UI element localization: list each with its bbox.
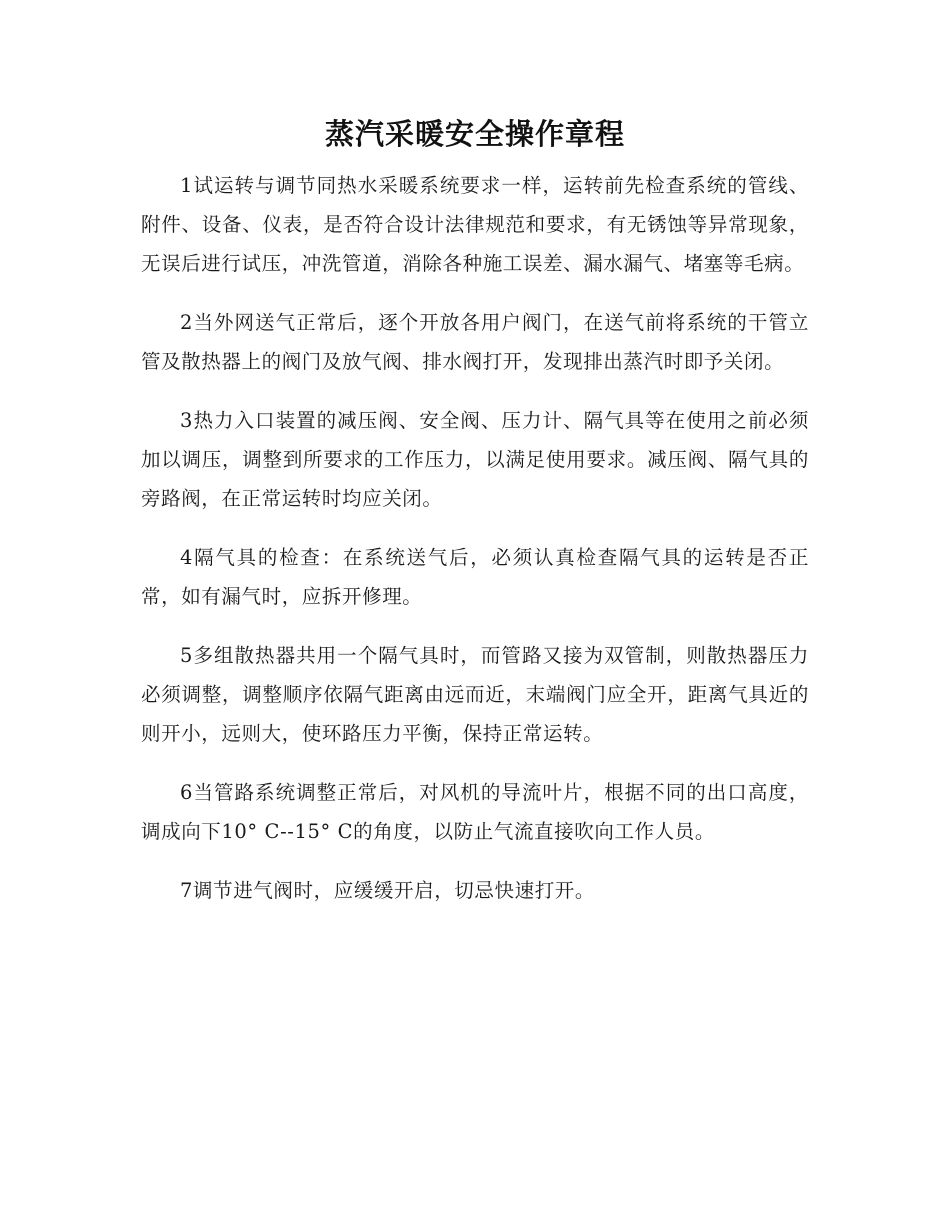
paragraph-2: 2当外网送气正常后，逐个开放各用户阀门，在送气前将系统的干管立管及散热器上的阀门及放气阀、排水阀打开，发现排出蒸汽时即予关闭。: [141, 311, 809, 373]
paragraph-4: 4隔气具的检查：在系统送气后，必须认真检查隔气具的运转是否正常，如有漏气时，应拆开修理。: [141, 546, 809, 608]
paragraph-6: 6当管路系统调整正常后，对风机的导流叶片，根据不同的出口高度，调成向下10° C--15° C的角度，以防止气流直接吹向工作人员。: [141, 781, 809, 843]
paragraph-7: 7调节进气阀时，应缓缓开启，切忌快速打开。: [180, 879, 596, 902]
document-title: 蒸汽采暖安全操作章程: [324, 117, 625, 151]
paragraph-5: 5多组散热器共用一个隔气具时，而管路又接为双管制，则散热器压力必须调整，调整顺序依隔气距离由远而近，末端阀门应全开，距离气具近的则开小，远则大，使环路压力平衡，保持正常运转。: [141, 644, 809, 745]
paragraph-3: 3热力入口装置的减压阀、安全阀、压力计、隔气具等在使用之前必须加以调压，调整到所要求的工作压力，以满足使用要求。减压阀、隔气具的旁路阀，在正常运转时均应关闭。: [141, 409, 809, 510]
paragraph-1: 1试运转与调节同热水采暖系统要求一样，运转前先检查系统的管线、附件、设备、仪表，是否符合设计法律规范和要求，有无锈蚀等异常现象，无误后进行试压，冲洗管道，消除各种施工误差、漏水漏气、堵塞等毛病。: [141, 174, 809, 275]
document-body: [141, 166, 809, 930]
